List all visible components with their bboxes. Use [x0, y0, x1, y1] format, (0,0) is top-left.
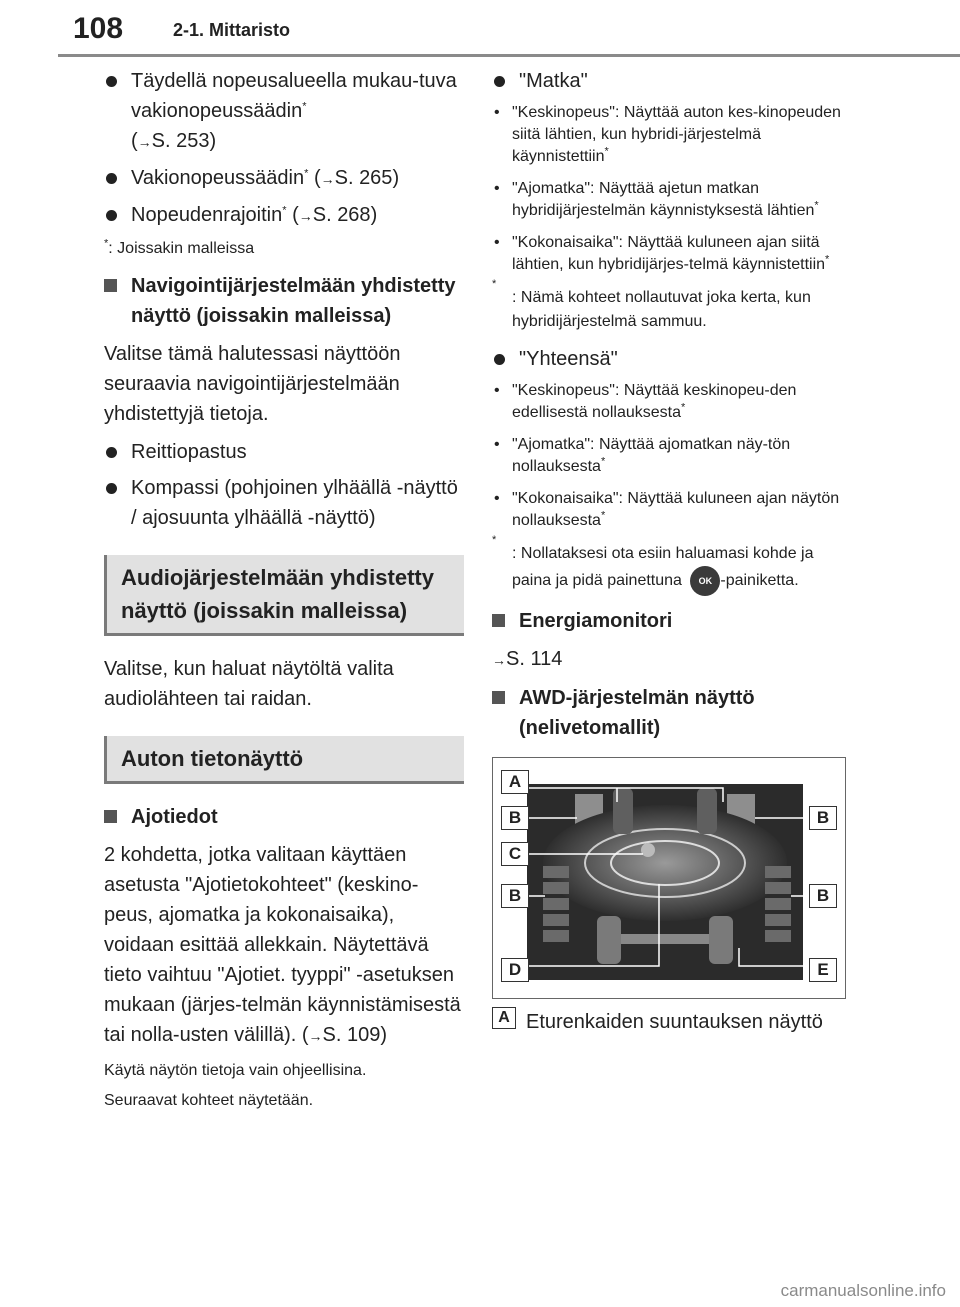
yhteensa-title: "Yhteensä" [492, 344, 852, 374]
wheel-rear-left [597, 916, 621, 964]
vehicle-halo [543, 805, 787, 921]
figure-label-e: E [809, 958, 837, 982]
figure-label-b: B [809, 806, 837, 830]
matka-title: "Matka" [492, 66, 852, 96]
audio-section-box: Audiojärjestelmään yhdistetty näyttö (joissakin malleissa) [104, 555, 464, 636]
list-item: • "Ajomatka": Näyttää ajetun matkan hybridijärjestelmän käynnistyksestä lähtien* [492, 178, 852, 222]
ok-button-icon: OK [690, 566, 720, 596]
trip-heading: Ajotiedot [104, 802, 464, 832]
figure-label-c: C [501, 842, 529, 866]
audio-text: Valitse, kun haluat näytöltä valita audiolähteen tai raidan. [104, 658, 394, 710]
energy-heading: Energiamonitori [492, 606, 852, 636]
list-item: Vakionopeussäädin* (→S. 265) [104, 163, 464, 194]
info-section-box: Auton tietonäyttö [104, 736, 464, 784]
list-item: • "Keskinopeus": Näyttää auton kes-kinopeuden siitä lähtien, kun hybridi-järjestelmä käynnistettiin* [492, 102, 852, 168]
page-ref-link[interactable]: S. 268 [312, 204, 371, 226]
list-item: • "Ajomatka": Näyttää ajomatkan näy-tön nollauksesta* [492, 434, 852, 478]
list-item: • "Keskinopeus": Näyttää keskinopeu-den edellisestä nollauksesta* [492, 380, 852, 424]
wheel-front-left [613, 788, 633, 834]
figure-label-b: B [501, 884, 529, 908]
awd-heading: AWD-järjestelmän näyttö (nelivetomallit) [492, 683, 852, 743]
arrow-icon: → [308, 1028, 323, 1044]
page-ref-link[interactable]: S. 265 [334, 167, 393, 189]
note-text: Seuraavat kohteet näytetään. [104, 1092, 314, 1109]
nav-heading: Navigointijärjestelmään yhdistetty näyttö (joissakin malleissa) [104, 271, 464, 331]
awd-display-figure [492, 757, 846, 999]
arrow-icon: → [298, 208, 313, 224]
note-text: Käytä näytön tietoja vain ohjeellisina. [104, 1062, 367, 1079]
figure-label-b: B [809, 884, 837, 908]
figure-label-d: D [501, 958, 529, 982]
page-ref-link[interactable]: S. 109 [322, 1024, 381, 1046]
footnote: *: Joissakin malleissa [104, 237, 255, 257]
nav-text: Valitse tämä halutessasi näyttöön seuraavia navigointijärjestelmään yhdistettyjä tietoja. [104, 343, 401, 425]
trip-text: 2 kohdetta, jotka valitaan käyttäen asetusta "Ajotietokohteet" (keskino-peus, ajomatka ja kokonaisaika), voidaan esittää allekkain. Näytettävä tieto vaihtuu "Ajotiet. tyyppi" -asetuksen mukaan (järjes-telmän käynnistämisestä tai nolla-usten välillä). (→S. 109) [104, 844, 461, 1046]
footnote: * : Nollataksesi ota esiin haluamasi kohde ja paina ja pidä painettuna OK -painiketta. [492, 542, 852, 596]
page-ref-link[interactable]: S. 253 [151, 130, 210, 152]
page-number: 108 [73, 12, 124, 45]
wheel-rear-right [709, 916, 733, 964]
arrow-icon: → [320, 171, 335, 187]
arrow-icon: → [137, 134, 152, 150]
list-item: Reittiopastus [104, 437, 464, 467]
list-item: Täydellä nopeusalueella mukau-tuva vakionopeussäädin* (→S. 253) [104, 66, 464, 157]
wheel-front-right [697, 788, 717, 834]
page-header [0, 0, 960, 62]
right-column [492, 66, 852, 1037]
caption-label: A [492, 1007, 516, 1029]
awd-illustration [493, 758, 845, 998]
left-column [104, 66, 464, 1119]
arrow-icon: → [492, 652, 506, 668]
watermark: carmanualsonline.info [780, 1281, 946, 1300]
figure-label-b: B [501, 806, 529, 830]
page-ref-link[interactable]: S. 114 [506, 648, 563, 670]
footnote: * : Nämä kohteet nollautuvat joka kerta, kun hybridijärjestelmä sammuu. [492, 278, 811, 330]
list-item: • "Kokonaisaika": Näyttää kuluneen ajan siitä lähtien, kun hybridijärjes-telmä käynnistettiin* [492, 232, 852, 276]
energy-ref [492, 644, 852, 675]
list-item: Kompassi (pohjoinen ylhäällä -näyttö / ajosuunta ylhäällä -näyttö) [104, 473, 464, 533]
section-title: 2-1. Mittaristo [173, 20, 291, 40]
header-rule [58, 54, 960, 57]
list-item: • "Kokonaisaika": Näyttää kuluneen ajan näytön nollauksesta* [492, 488, 852, 532]
list-item: Nopeudenrajoitin* (→S. 268) [104, 200, 464, 231]
figure-label-a: A [501, 770, 529, 794]
figure-caption: A Eturenkaiden suuntauksen näyttö [492, 1007, 852, 1037]
